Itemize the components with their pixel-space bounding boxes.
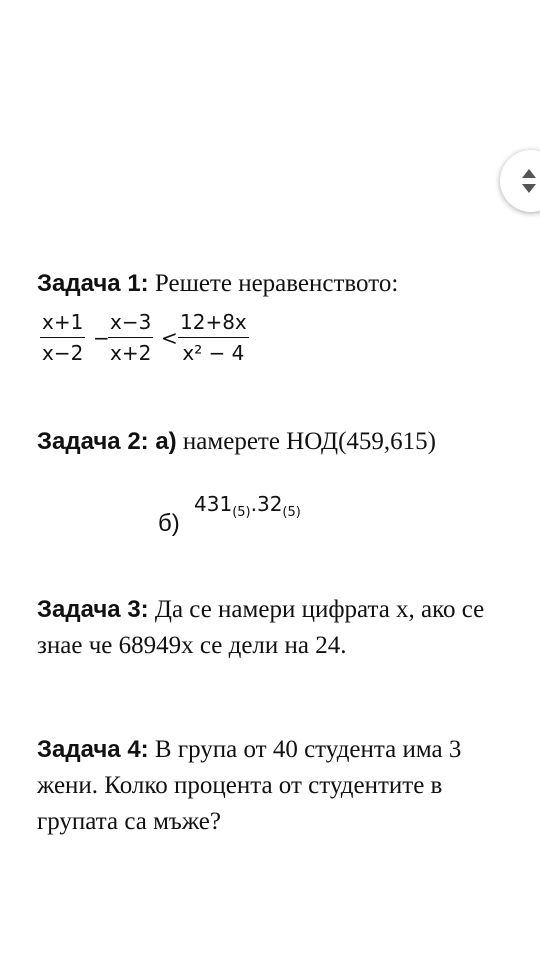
fraction-3-denominator: x² − 4 <box>182 341 245 365</box>
task-2-text: намерете НОД(459,615) <box>182 428 436 455</box>
b-expr-a-base: (5) <box>232 505 251 520</box>
scroll-toggle-button[interactable] <box>500 150 540 212</box>
fraction-1-numerator: x+1 <box>40 310 85 338</box>
task-2 <box>37 424 436 460</box>
task-1-text: Решете неравенството: <box>154 270 399 297</box>
task-3 <box>37 592 517 664</box>
fraction-3 <box>178 310 249 365</box>
task-3-text: Да се намери цифрата x, ако се знае че 68949x се дели на 24. <box>37 596 485 659</box>
fraction-2 <box>108 310 153 365</box>
task-2-label: Задача 2: а) <box>37 428 177 455</box>
task-2-b-label: б) <box>158 510 180 537</box>
b-expr-b-base: (5) <box>282 505 301 520</box>
b-expr-b: 32 <box>256 492 283 516</box>
task-1-label: Задача 1: <box>37 270 149 297</box>
less-than-operator: < <box>161 326 178 350</box>
task-1 <box>37 266 398 302</box>
b-expr-a: 431 <box>194 492 233 516</box>
task-4-label: Задача 4: <box>37 736 149 763</box>
fraction-1 <box>40 310 85 365</box>
fraction-2-numerator: x−3 <box>108 310 153 338</box>
task-4 <box>37 732 507 840</box>
task-2-b-expression <box>194 492 301 520</box>
up-down-arrows-icon <box>520 167 538 195</box>
b-expr-dot: . <box>250 492 257 516</box>
fraction-1-denominator: x−2 <box>42 341 84 365</box>
task-4-text: В група от 40 студента има 3 жени. Колко процента от студентите в групата са мъже? <box>37 736 462 835</box>
fraction-3-numerator: 12+8x <box>178 310 249 338</box>
task-3-label: Задача 3: <box>37 596 149 623</box>
minus-operator: − <box>93 326 110 350</box>
fraction-2-denominator: x+2 <box>110 341 152 365</box>
